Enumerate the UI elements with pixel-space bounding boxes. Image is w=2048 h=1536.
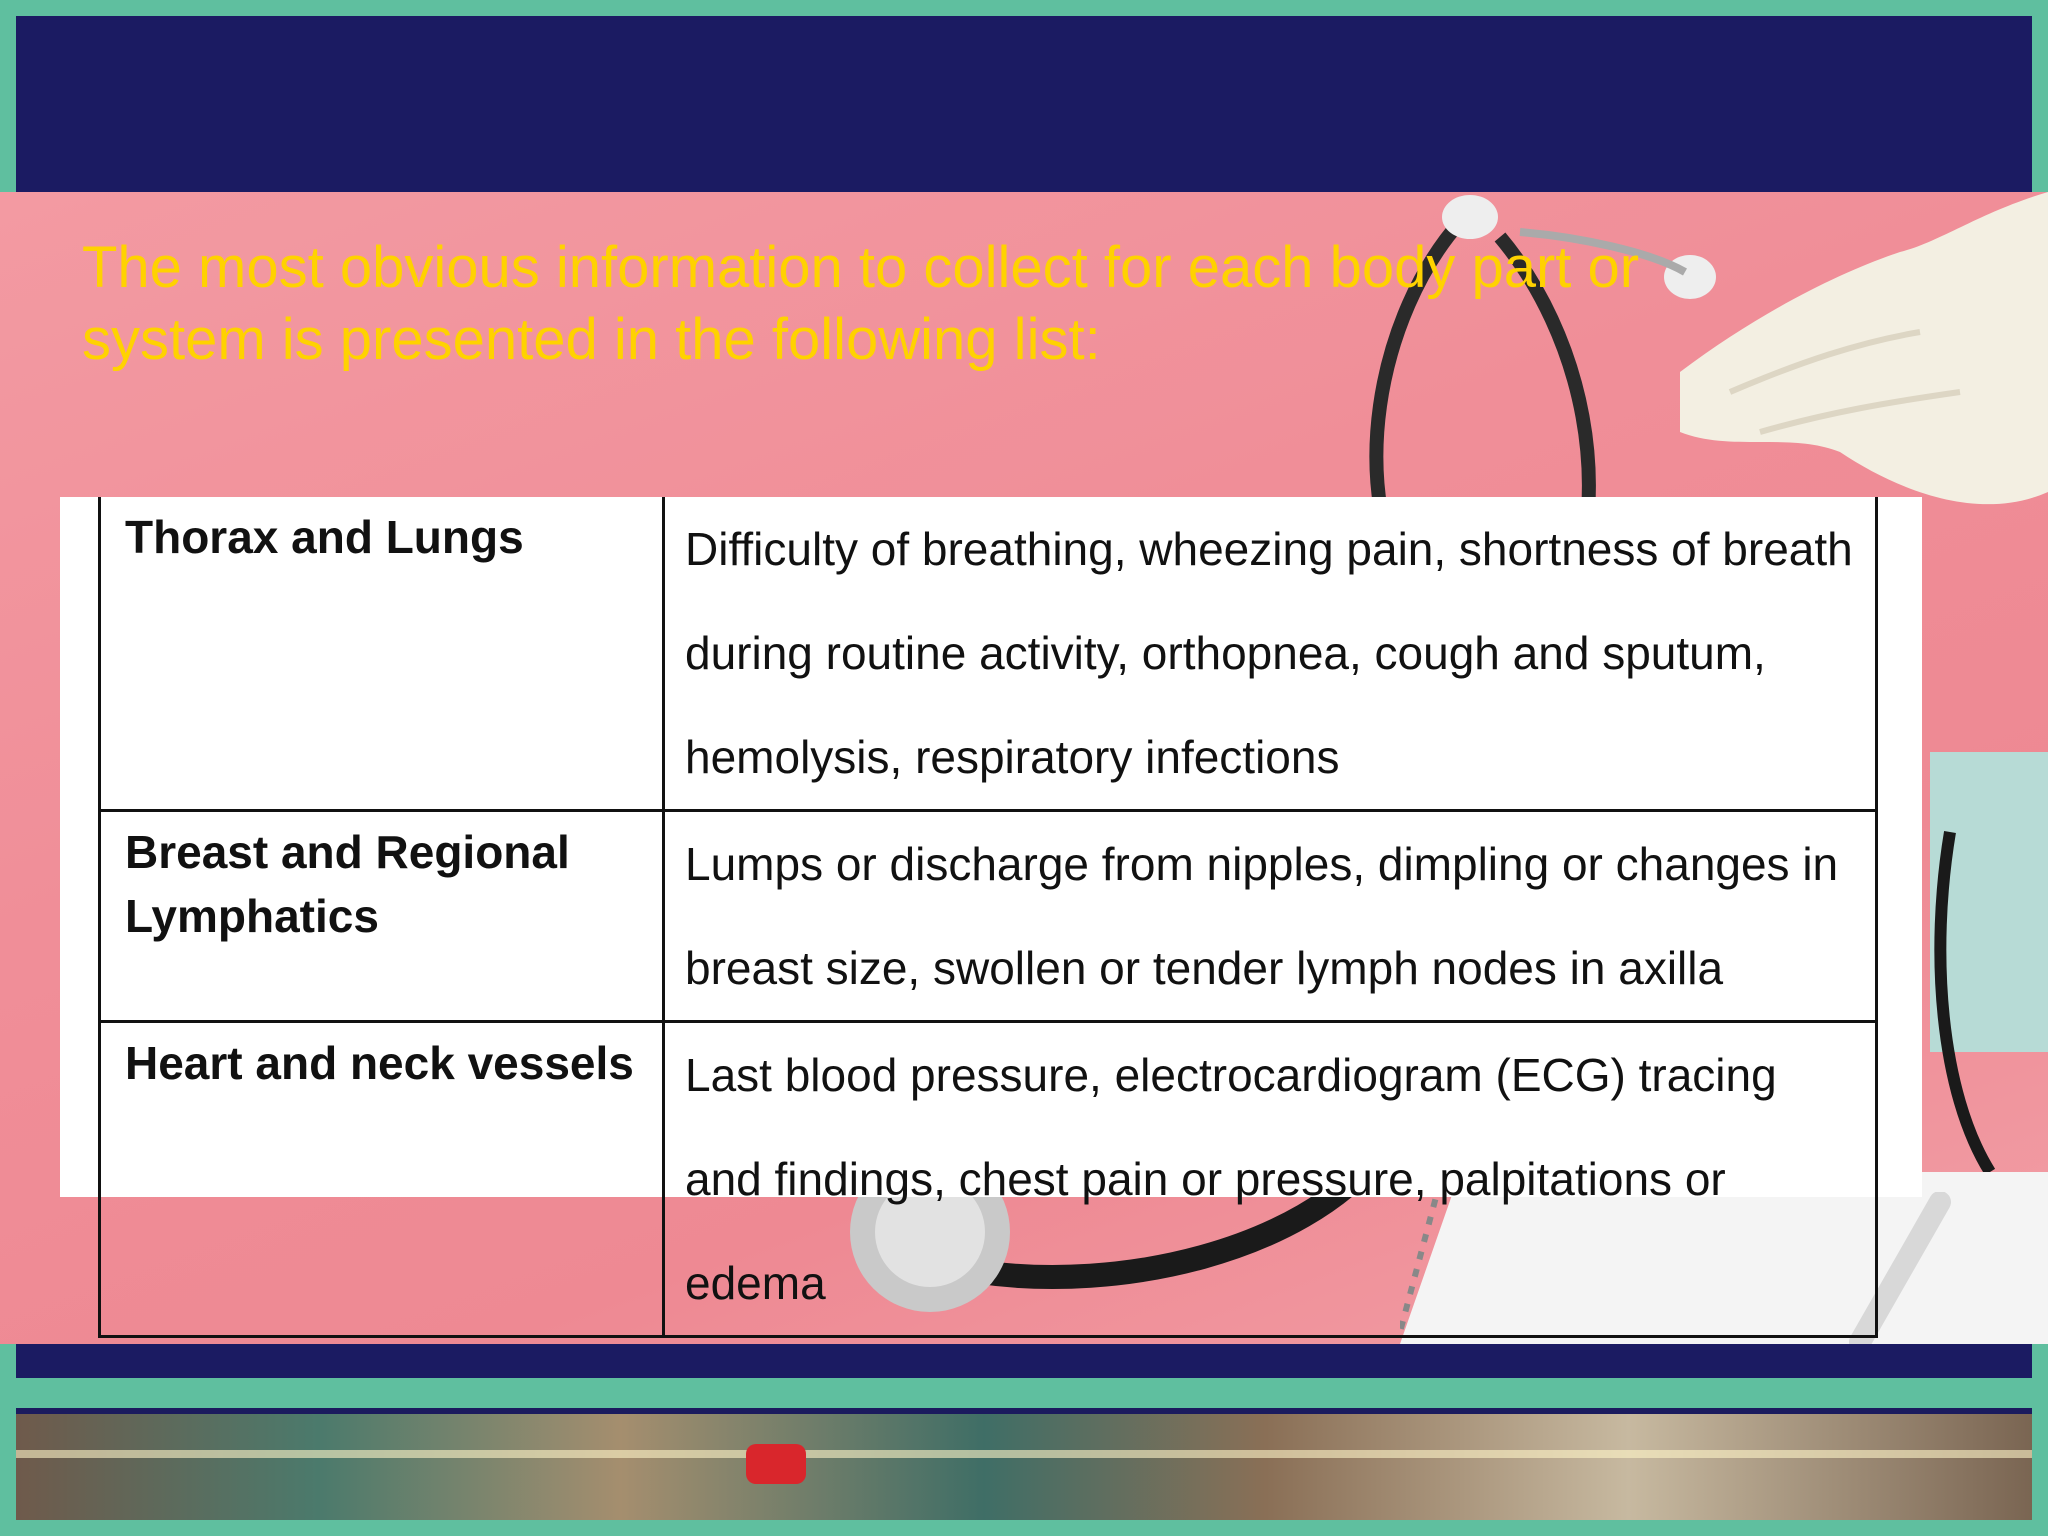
table-row (100, 811, 1877, 1022)
row-label: Heart and neck vessels (100, 1022, 664, 1337)
row-description: Last blood pressure, electrocardiogram (ECG) tracing and findings, chest pain or pressure, palpitations or edema (664, 1022, 1877, 1337)
bottom-navy-band (16, 1344, 2032, 1378)
red-light-icon (736, 1434, 816, 1494)
bottom-teal-band (0, 1378, 2048, 1408)
row-label: Breast and Regional Lymphatics (100, 811, 664, 1022)
table-row (100, 497, 1877, 811)
top-navy-band (16, 16, 2032, 192)
table-row (100, 1022, 1877, 1337)
strip-highlight (16, 1450, 2032, 1458)
row-description: Difficulty of breathing, wheezing pain, shortness of breath during routine activity, orthopnea, cough and sputum, hemolysis, respiratory infections (664, 497, 1877, 811)
assessment-table (98, 497, 1878, 1338)
surgery-photo-strip (16, 1414, 2032, 1520)
row-label: Thorax and Lungs (100, 497, 664, 811)
table-card (60, 497, 1922, 1309)
slide-title: The most obvious information to collect for each body part or system is presented in the following list: (82, 235, 1640, 372)
row-description: Lumps or discharge from nipples, dimpling or changes in breast size, swollen or tender lymph nodes in axilla (664, 811, 1877, 1022)
